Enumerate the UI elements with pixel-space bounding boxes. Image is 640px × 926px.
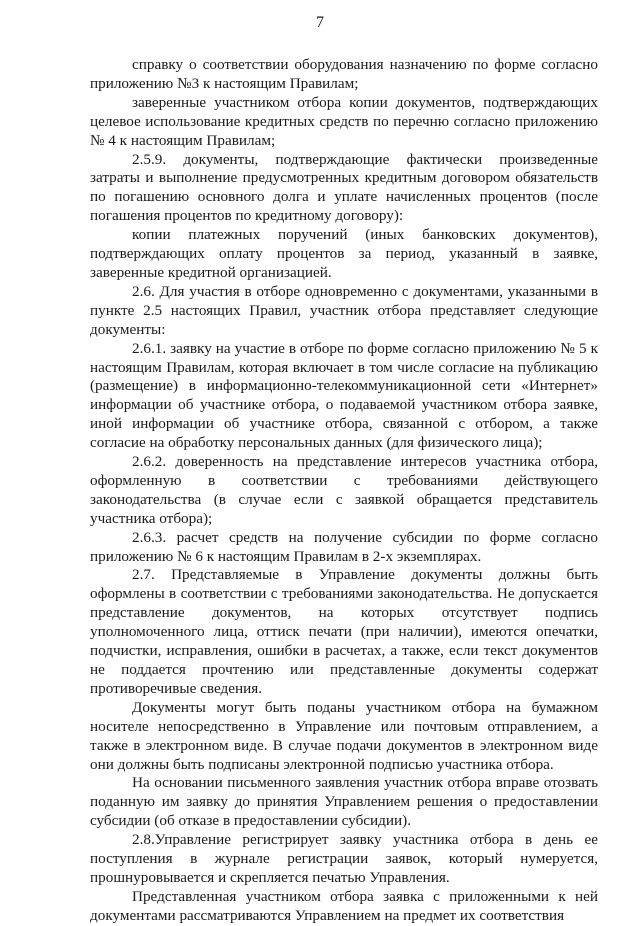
paragraph: Представленная участником отбора заявка с приложенными к ней документами рассматриваются Управлением на предмет их соответствия: [90, 887, 598, 924]
paragraph: заверенные участником отбора копии документов, подтверждающих целевое использование кредитных средств по перечню согласно приложению № 4 к настоящим Правилам;: [90, 93, 598, 149]
paragraph: 2.6. Для участия в отборе одновременно с документами, указанными в пункте 2.5 настоящих Правил, участник отбора представляет следующие документы:: [90, 282, 598, 338]
paragraph: справку о соответствии оборудования назначению по форме согласно приложению №3 к настоящим Правилам;: [90, 56, 598, 92]
paragraph: Документы могут быть поданы участником отбора на бумажном носителе непосредственно в Управление или почтовым отправлением, а также в электронном виде. В случае подачи документов в электронном виде они должны быть подписаны электронной подписью участника отбора.: [90, 698, 598, 773]
paragraph: 2.6.1. заявку на участие в отборе по форме согласно приложению № 5 к настоящим Правилам, которая включает в том числе согласие на публикацию (размещение) в информационно-телекоммуникационной сети «Интернет» информации об участнике отбора, о подаваемой участником отбора заявке, иной информации об участнике отбора, связанной с отбором, а также согласие на обработку персональных данных (для физического лица);: [90, 339, 598, 452]
paragraph: 2.6.2. доверенность на представление интересов участника отбора, оформленную в соответствии с требованиями действующего законодательства (в случае если с заявкой обращается представитель участника отбора);: [90, 453, 598, 527]
page-number: 7: [316, 14, 324, 31]
document-body: [90, 56, 598, 926]
paragraph: копии платежных поручений (иных банковских документов), подтверждающих оплату процентов за период, указанный в заявке, заверенные кредитной организацией.: [90, 226, 598, 281]
paragraph: 2.5.9. документы, подтверждающие фактически произведенные затраты и выполнение предусмотренных кредитным договором обязательств по погашению основного долга и уплате начисленных процентов (после погашения процентов по кредитному договору):: [90, 150, 598, 225]
paragraph: 2.7. Представляемые в Управление документы должны быть оформлены в соответствии с требованиями законодательства. Не допускается представление документов, на которых отсутствует подпись уполномоченного лица, оттиск печати (при наличии), имеются опечатки, подчистки, исправления, ошибки в расчетах, а также, если текст документов не поддается прочтению или представленные документы содержат противоречивые сведения.: [90, 566, 598, 697]
paragraph: 2.8.Управление регистрирует заявку участника отбора в день ее поступления в журнале регистрации заявок, который нумеруется, прошнуровывается и скрепляется печатью Управления.: [90, 831, 598, 886]
paragraph: На основании письменного заявления участник отбора вправе отозвать поданную им заявку до принятия Управлением решения о предоставлении субсидии (об отказе в предоставлении субсидии).: [90, 774, 598, 830]
paragraph: 2.6.3. расчет средств на получение субсидии по форме согласно приложению № 6 к настоящим Правилам в 2-х экземплярах.: [90, 528, 598, 565]
